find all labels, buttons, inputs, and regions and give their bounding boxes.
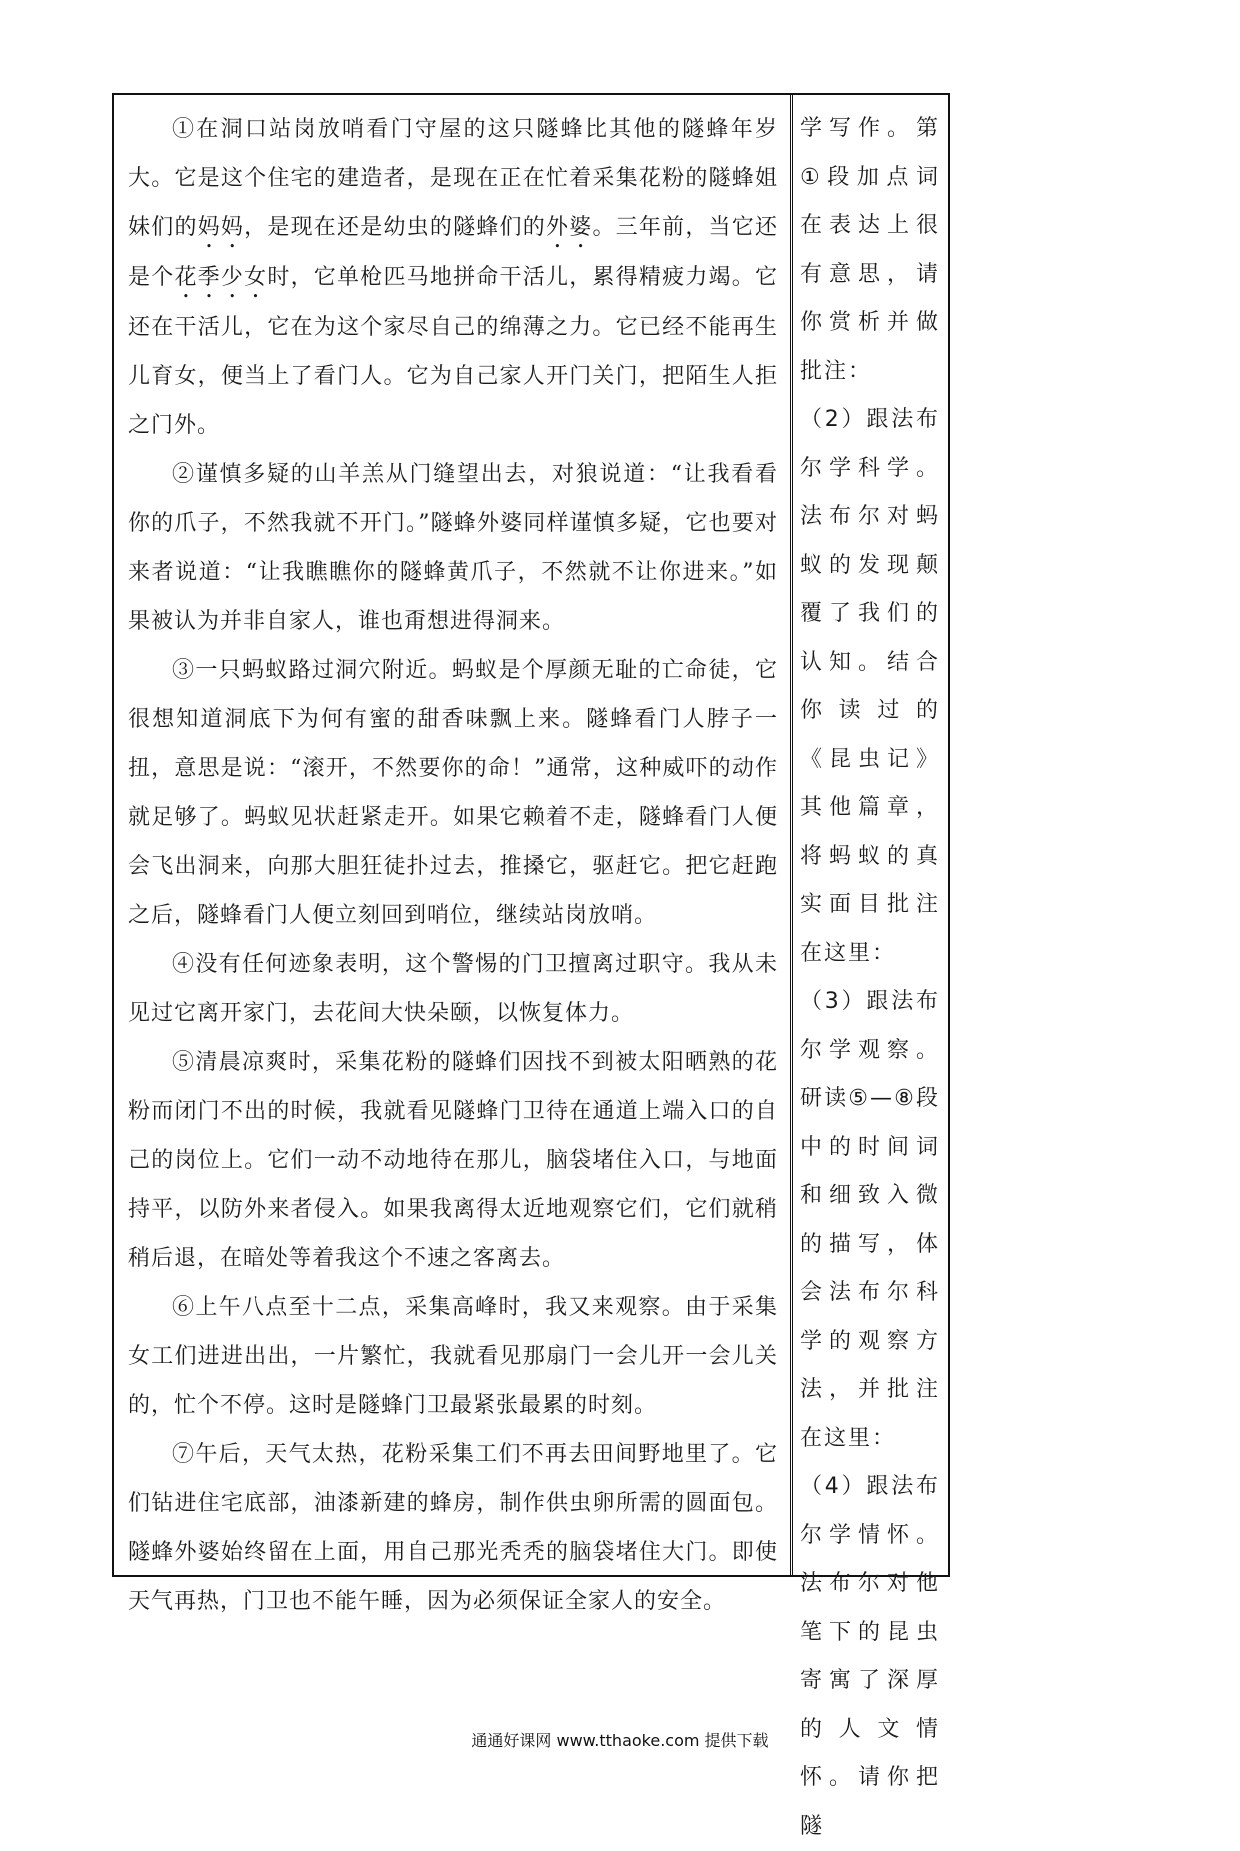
dotted-word-mama: 妈妈 xyxy=(197,215,245,240)
question-2: （2）跟法布尔学科学。法布尔对蚂蚁的发现颠覆了我们的认知。结合你读过的《昆虫记》其他篇章，将蚂蚁的真实面目批注在这里： xyxy=(800,407,940,966)
annotation-column xyxy=(800,105,940,1851)
passage-column xyxy=(128,105,778,1626)
p1-text-c: 。三年前，当它还是个 xyxy=(128,215,778,290)
dotted-word-waipo: 外婆 xyxy=(545,215,593,240)
question-3: （3）跟法布尔学观察。研读⑤—⑧段中的时间词和细致入微的描写，体会法布尔科学的观察方法，并批注在这里： xyxy=(800,989,940,1451)
question-1-tail: 学写作。第①段加点词在表达上很有意思，请你赏析并做批注： xyxy=(800,116,940,384)
paragraph-6: ⑥上午八点至十二点，采集高峰时，我又来观察。由于采集女工们进进出出，一片繁忙，我就看见那扇门一会儿开一会儿关的，忙个不停。这时是隧蜂门卫最紧张最累的时刻。 xyxy=(128,1295,778,1418)
paragraph-7: ⑦午后，天气太热，花粉采集工们不再去田间野地里了。它们钻进住宅底部，油漆新建的蜂房，制作供虫卵所需的圆面包。隧蜂外婆始终留在上面，用自己那光秃秃的脑袋堵住大门。即使天气再热，门卫也不能午睡，因为必须保证全家人的安全。 xyxy=(128,1442,778,1614)
paragraph-2: ②谨慎多疑的山羊羔从门缝望出去，对狼说道：“让我看看你的爪子，不然我就不开门。”隧蜂外婆同样谨慎多疑，它也要对来者说道：“让我瞧瞧你的隧蜂黄爪子，不然就不让你进来。”如果被认为并非自家人，谁也甭想进得洞来。 xyxy=(128,462,778,634)
question-4: （4）跟法布尔学情怀。法布尔对他笔下的昆虫寄寓了深厚的人文情怀。请你把隧 xyxy=(800,1474,940,1839)
column-divider xyxy=(790,95,793,1575)
p1-text-a: ①在洞口站岗放哨看门守屋的这只隧蜂比其他的隧蜂年岁大。它是这个住宅的建造者，是现在正在忙着采集花粉的隧蜂姐妹们的 xyxy=(128,117,778,240)
p1-text-b: ，是现在还是幼虫的隧蜂们的 xyxy=(244,215,546,240)
paragraph-1 xyxy=(128,105,778,450)
p1-text-d: 时，它单枪匹马地拼命干活儿，累得精疲力竭。它还在干活儿，它在为这个家尽自己的绵薄之力。它已经不能再生儿育女，便当上了看门人。它为自己家人开门关门，把陌生人拒之门外。 xyxy=(128,265,778,438)
paragraph-3: ③一只蚂蚁路过洞穴附近。蚂蚁是个厚颜无耻的亡命徒，它很想知道洞底下为何有蜜的甜香味飘上来。隧蜂看门人脖子一扭，意思是说：“滚开，不然要你的命！”通常，这种威吓的动作就足够了。蚂蚁见状赶紧走开。如果它赖着不走，隧蜂看门人便会飞出洞来，向那大胆狂徒扑过去，推搡它，驱赶它。把它赶跑之后，隧蜂看门人便立刻回到哨位，继续站岗放哨。 xyxy=(128,658,778,928)
dotted-word-huajishaonv: 花季少女 xyxy=(174,265,268,290)
paragraph-5: ⑤清晨凉爽时，采集花粉的隧蜂们因找不到被太阳晒熟的花粉而闭门不出的时候，我就看见隧蜂门卫待在通道上端入口的自己的岗位上。它们一动不动地待在那儿，脑袋堵住入口，与地面持平，以防外来者侵入。如果我离得太近地观察它们，它们就稍稍后退，在暗处等着我这个不速之客离去。 xyxy=(128,1050,778,1271)
footer-watermark: 通通好课网 www.tthaoke.com 提供下载 xyxy=(471,1731,769,1750)
paragraph-4: ④没有任何迹象表明，这个警惕的门卫擅离过职守。我从未见过它离开家门，去花间大快朵颐，以恢复体力。 xyxy=(128,952,778,1026)
